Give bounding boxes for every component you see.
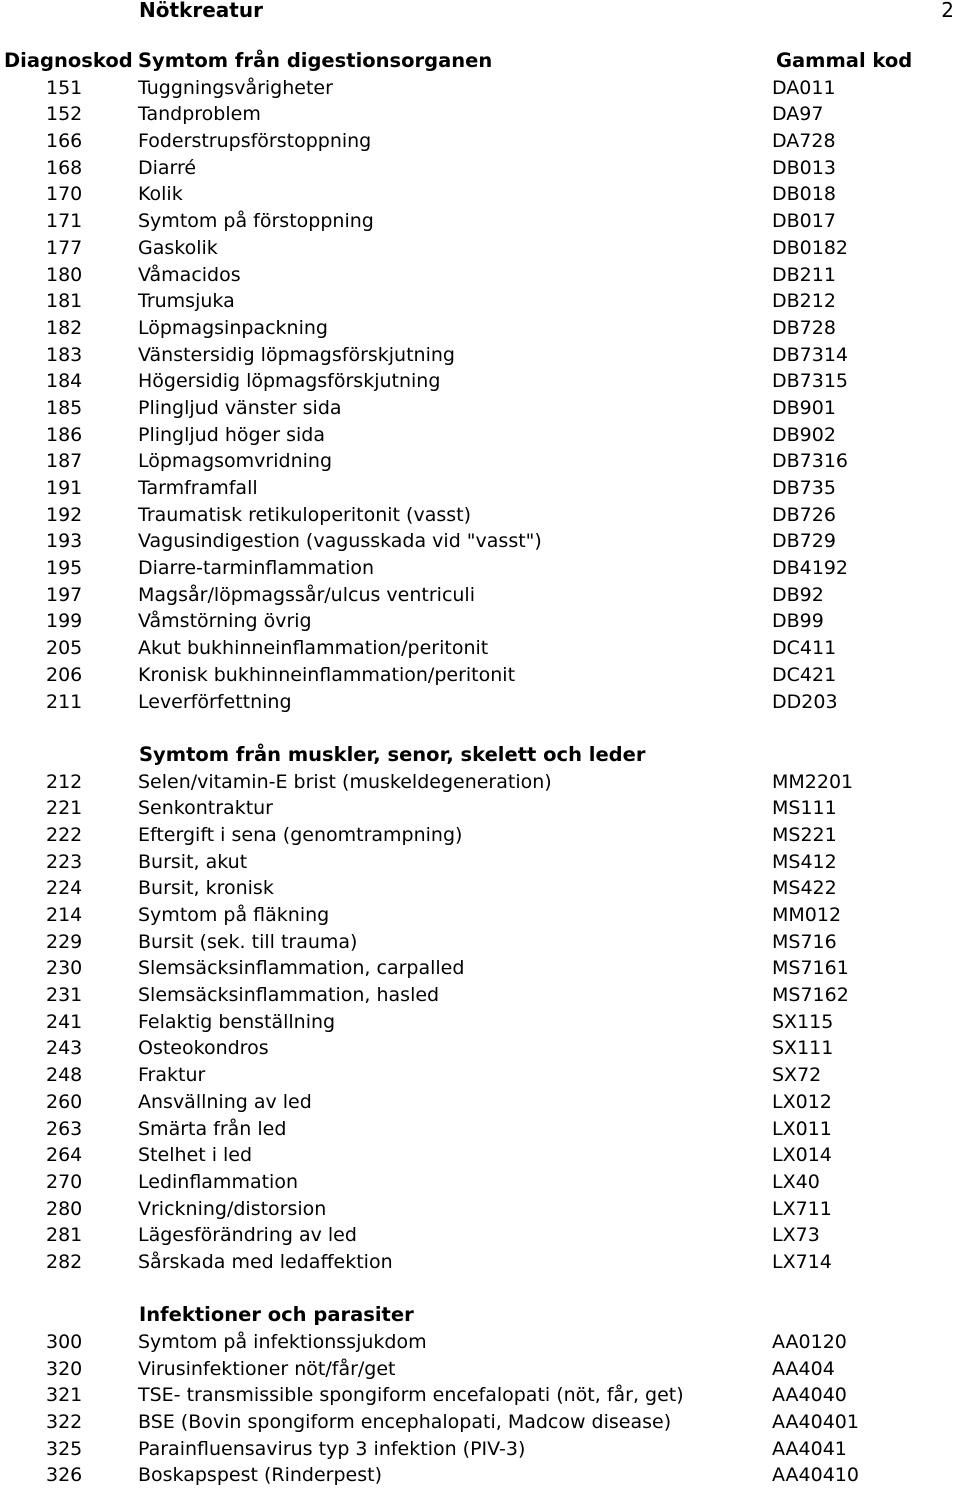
diagnosis-code: 186 <box>46 423 83 446</box>
old-code: MS412 <box>772 850 837 873</box>
old-code: DB018 <box>772 183 836 206</box>
diagnosis-code: 192 <box>46 503 83 526</box>
section-spacer <box>0 1276 960 1303</box>
old-code: LX012 <box>772 1090 832 1113</box>
section-title-musculoskeletal <box>0 742 960 769</box>
diagnosis-table <box>0 48 960 1489</box>
diagnosis-code: 195 <box>46 557 83 580</box>
diagnosis-code: 185 <box>46 396 83 419</box>
diagnosis-description: Diarre-tarminflammation <box>138 557 375 580</box>
table-row <box>0 155 960 182</box>
diagnosis-description: Virusinfektioner nöt/får/get <box>138 1357 396 1380</box>
diagnosis-description: Slemsäcksinflammation, carpalled <box>138 957 465 980</box>
diagnosis-description: Foderstrupsförstoppning <box>138 130 372 153</box>
diagnosis-description: Vänstersidig löpmagsförskjutning <box>138 343 455 366</box>
diagnosis-description: Selen/vitamin-E brist (muskeldegeneration) <box>138 770 552 793</box>
old-code: DB726 <box>772 503 836 526</box>
diagnosis-description: Magsår/löpmagssår/ulcus ventriculi <box>138 583 475 606</box>
diagnosis-code: 170 <box>46 183 83 206</box>
table-row <box>0 475 960 502</box>
table-row <box>0 502 960 529</box>
diagnosis-description: Kolik <box>138 183 183 206</box>
table-row <box>0 1196 960 1223</box>
table-row <box>0 1222 960 1249</box>
old-code: DB728 <box>772 316 836 339</box>
table-row <box>0 262 960 289</box>
diagnosis-code: 263 <box>46 1117 83 1140</box>
old-code: DB729 <box>772 530 836 553</box>
diagnosis-description: Symtom på infektionssjukdom <box>138 1331 427 1353</box>
diagnosis-code: 248 <box>46 1064 83 1087</box>
section-spacer <box>0 715 960 742</box>
table-row <box>0 448 960 475</box>
table-row <box>0 1436 960 1463</box>
old-code: DB735 <box>772 477 836 499</box>
diagnosis-code: 282 <box>46 1250 83 1273</box>
old-code: DB211 <box>772 263 836 286</box>
section-musculoskeletal-rows <box>0 769 960 1276</box>
old-code: AA4040 <box>772 1384 847 1407</box>
diagnosis-code: 280 <box>46 1197 83 1220</box>
table-row <box>0 208 960 235</box>
diagnosis-description: Kronisk bukhinneinflammation/peritonit <box>138 663 516 686</box>
table-row <box>0 235 960 262</box>
diagnosis-description: Tuggningsvårigheter <box>138 76 333 99</box>
old-code: DB013 <box>772 156 836 179</box>
old-code: DA728 <box>772 130 836 153</box>
old-code: DB902 <box>772 423 836 446</box>
diagnosis-description: Sårskada med ledaffektion <box>138 1250 393 1273</box>
diagnosis-code: 326 <box>46 1464 83 1487</box>
column-header-row <box>0 48 960 75</box>
old-code: SX111 <box>772 1037 834 1060</box>
diagnosis-description: Leverförfettning <box>138 690 292 713</box>
diagnosis-code: 231 <box>46 984 83 1007</box>
diagnosis-code: 260 <box>46 1090 83 1113</box>
diagnosis-description: Bursit (sek. till trauma) <box>138 930 358 953</box>
table-row <box>0 288 960 315</box>
diagnosis-description: Stelhet i led <box>138 1144 253 1167</box>
page-number: 2 <box>941 0 954 22</box>
table-row <box>0 422 960 449</box>
column-header-code: Diagnoskod <box>4 49 133 72</box>
diagnosis-code: 230 <box>46 957 83 980</box>
diagnosis-code: 243 <box>46 1037 83 1060</box>
diagnosis-code: 322 <box>46 1411 83 1434</box>
table-row <box>0 1035 960 1062</box>
section-infections-rows <box>0 1329 960 1489</box>
diagnosis-description: Fraktur <box>138 1064 206 1087</box>
old-code: AA40410 <box>772 1464 859 1487</box>
old-code: DC421 <box>772 663 837 686</box>
diagnosis-description: Våmstörning övrig <box>138 610 312 633</box>
table-row <box>0 795 960 822</box>
diagnosis-description: Boskapspest (Rinderpest) <box>138 1464 382 1487</box>
old-code: DB7316 <box>772 450 849 473</box>
diagnosis-code: 229 <box>46 930 83 953</box>
table-row <box>0 635 960 662</box>
old-code: DC411 <box>772 637 837 660</box>
diagnosis-code: 199 <box>46 610 83 633</box>
table-row <box>0 1089 960 1116</box>
diagnosis-description: Parainfluensavirus typ 3 infektion (PIV-3) <box>138 1437 526 1460</box>
diagnosis-code: 206 <box>46 663 83 686</box>
diagnosis-code: 212 <box>46 770 83 793</box>
diagnosis-code: 171 <box>46 210 83 233</box>
diagnosis-code: 168 <box>46 156 83 179</box>
diagnosis-code: 193 <box>46 530 83 553</box>
table-row <box>0 982 960 1009</box>
old-code: AA4041 <box>772 1437 847 1460</box>
diagnosis-code: 183 <box>46 343 83 366</box>
diagnosis-description: Slemsäcksinflammation, hasled <box>138 984 440 1007</box>
diagnosis-code: 152 <box>46 103 83 126</box>
diagnosis-code: 187 <box>46 450 83 473</box>
old-code: LX014 <box>772 1144 832 1167</box>
diagnosis-code: 214 <box>46 904 83 926</box>
diagnosis-description: Bursit, kronisk <box>138 877 274 900</box>
diagnosis-description: Ansvällning av led <box>138 1090 312 1113</box>
diagnosis-code: 223 <box>46 850 83 873</box>
table-row <box>0 1062 960 1089</box>
old-code: DA97 <box>772 103 824 126</box>
diagnosis-description: Symtom på fläkning <box>138 904 330 926</box>
page-title: Nötkreatur <box>139 0 263 22</box>
diagnosis-code: 180 <box>46 263 83 286</box>
diagnosis-code: 264 <box>46 1144 83 1167</box>
diagnosis-description: Eftergift i sena (genomtrampning) <box>138 823 463 846</box>
old-code: DB0182 <box>772 236 849 259</box>
old-code: MS7162 <box>772 984 849 1007</box>
table-row <box>0 395 960 422</box>
diagnosis-code: 211 <box>46 690 83 713</box>
diagnosis-code: 191 <box>46 477 83 499</box>
old-code: DA011 <box>772 76 836 99</box>
table-row <box>0 582 960 609</box>
diagnosis-description: Akut bukhinneinflammation/peritonit <box>138 637 489 660</box>
table-row <box>0 849 960 876</box>
diagnosis-description: BSE (Bovin spongiform encephalopati, Madcow disease) <box>138 1411 672 1434</box>
diagnosis-description: Plingljud höger sida <box>138 423 325 446</box>
diagnosis-code: 222 <box>46 823 83 846</box>
diagnosis-description: Senkontraktur <box>138 797 273 820</box>
section-title-text: Symtom från muskler, senor, skelett och leder <box>139 742 646 766</box>
old-code: AA40401 <box>772 1411 859 1434</box>
diagnosis-description: TSE- transmissible spongiform encefalopati (nöt, får, get) <box>138 1384 684 1407</box>
old-code: MM2201 <box>772 770 854 793</box>
diagnosis-description: Felaktig benställning <box>138 1010 336 1033</box>
old-code: LX73 <box>772 1224 820 1247</box>
section-title-digestion: Symtom från digestionsorganen <box>138 49 493 72</box>
old-code: DB7315 <box>772 370 849 393</box>
old-code: DB4192 <box>772 557 849 580</box>
table-row <box>0 1329 960 1356</box>
table-row <box>0 1169 960 1196</box>
diagnosis-code: 177 <box>46 236 83 259</box>
section-digestion-rows <box>0 75 960 716</box>
diagnosis-code: 166 <box>46 130 83 153</box>
old-code: LX714 <box>772 1250 832 1273</box>
table-row <box>0 929 960 956</box>
diagnosis-code: 181 <box>46 290 83 313</box>
table-row <box>0 342 960 369</box>
diagnosis-code: 184 <box>46 370 83 393</box>
table-row <box>0 1249 960 1276</box>
table-row <box>0 315 960 342</box>
diagnosis-code: 325 <box>46 1437 83 1460</box>
diagnosis-description: Högersidig löpmagsförskjutning <box>138 370 441 393</box>
table-row <box>0 1009 960 1036</box>
diagnosis-code: 182 <box>46 316 83 339</box>
diagnosis-description: Smärta från led <box>138 1117 287 1140</box>
old-code: MS111 <box>772 797 837 820</box>
diagnosis-description: Våmacidos <box>138 263 241 286</box>
table-row <box>0 1356 960 1383</box>
table-row <box>0 769 960 796</box>
diagnosis-code: 270 <box>46 1170 83 1193</box>
diagnosis-description: Lägesförändring av led <box>138 1224 357 1247</box>
section-title-text: Infektioner och parasiter <box>139 1303 414 1327</box>
diagnosis-description: Osteokondros <box>138 1037 269 1060</box>
old-code: AA404 <box>772 1357 835 1380</box>
diagnosis-description: Symtom på förstoppning <box>138 210 374 233</box>
column-header-old-code: Gammal kod <box>776 49 913 72</box>
old-code: LX711 <box>772 1197 832 1220</box>
page-header <box>0 0 960 22</box>
old-code: MS422 <box>772 877 837 900</box>
diagnosis-description: Bursit, akut <box>138 850 248 873</box>
table-row <box>0 822 960 849</box>
old-code: MM012 <box>772 904 842 926</box>
diagnosis-description: Vrickning/distorsion <box>138 1197 327 1220</box>
diagnosis-description: Gaskolik <box>138 236 218 259</box>
section-title-infections <box>0 1302 960 1329</box>
table-row <box>0 528 960 555</box>
table-row <box>0 689 960 716</box>
table-row <box>0 875 960 902</box>
diagnosis-description: Löpmagsomvridning <box>138 450 332 473</box>
diagnosis-code: 281 <box>46 1224 83 1247</box>
old-code: AA0120 <box>772 1331 847 1353</box>
table-row <box>0 1382 960 1409</box>
old-code: DB901 <box>772 396 836 419</box>
diagnosis-code: 205 <box>46 637 83 660</box>
old-code: DB017 <box>772 210 836 233</box>
diagnosis-code: 151 <box>46 76 83 99</box>
table-row <box>0 368 960 395</box>
table-row <box>0 1116 960 1143</box>
diagnosis-description: Diarré <box>138 156 197 179</box>
diagnosis-description: Löpmagsinpackning <box>138 316 328 339</box>
diagnosis-description: Trumsjuka <box>138 290 235 313</box>
diagnosis-code: 221 <box>46 797 83 820</box>
table-row <box>0 1142 960 1169</box>
old-code: SX72 <box>772 1064 822 1087</box>
old-code: MS221 <box>772 823 837 846</box>
table-row <box>0 608 960 635</box>
diagnosis-code: 321 <box>46 1384 83 1407</box>
table-row <box>0 902 960 929</box>
old-code: DB7314 <box>772 343 849 366</box>
old-code: MS716 <box>772 930 837 953</box>
diagnosis-description: Ledinflammation <box>138 1170 298 1193</box>
old-code: LX011 <box>772 1117 832 1140</box>
table-row <box>0 1409 960 1436</box>
table-row <box>0 128 960 155</box>
table-row <box>0 75 960 102</box>
diagnosis-description: Vagusindigestion (vagusskada vid "vasst") <box>138 530 542 553</box>
old-code: SX115 <box>772 1010 834 1033</box>
diagnosis-code: 320 <box>46 1357 83 1380</box>
diagnosis-description: Plingljud vänster sida <box>138 396 342 419</box>
old-code: MS7161 <box>772 957 849 980</box>
diagnosis-description: Traumatisk retikuloperitonit (vasst) <box>138 503 471 526</box>
diagnosis-code: 300 <box>46 1331 83 1353</box>
table-row <box>0 955 960 982</box>
diagnosis-code: 197 <box>46 583 83 606</box>
table-row <box>0 181 960 208</box>
old-code: DB99 <box>772 610 824 633</box>
old-code: DB92 <box>772 583 824 606</box>
table-row <box>0 1462 960 1489</box>
diagnosis-code: 224 <box>46 877 83 900</box>
old-code: LX40 <box>772 1170 820 1193</box>
table-row <box>0 662 960 689</box>
table-row <box>0 555 960 582</box>
diagnosis-code: 241 <box>46 1010 83 1033</box>
diagnosis-description: Tarmframfall <box>138 477 258 499</box>
table-row <box>0 101 960 128</box>
old-code: DD203 <box>772 690 838 713</box>
old-code: DB212 <box>772 290 836 313</box>
diagnosis-description: Tandproblem <box>138 103 261 126</box>
